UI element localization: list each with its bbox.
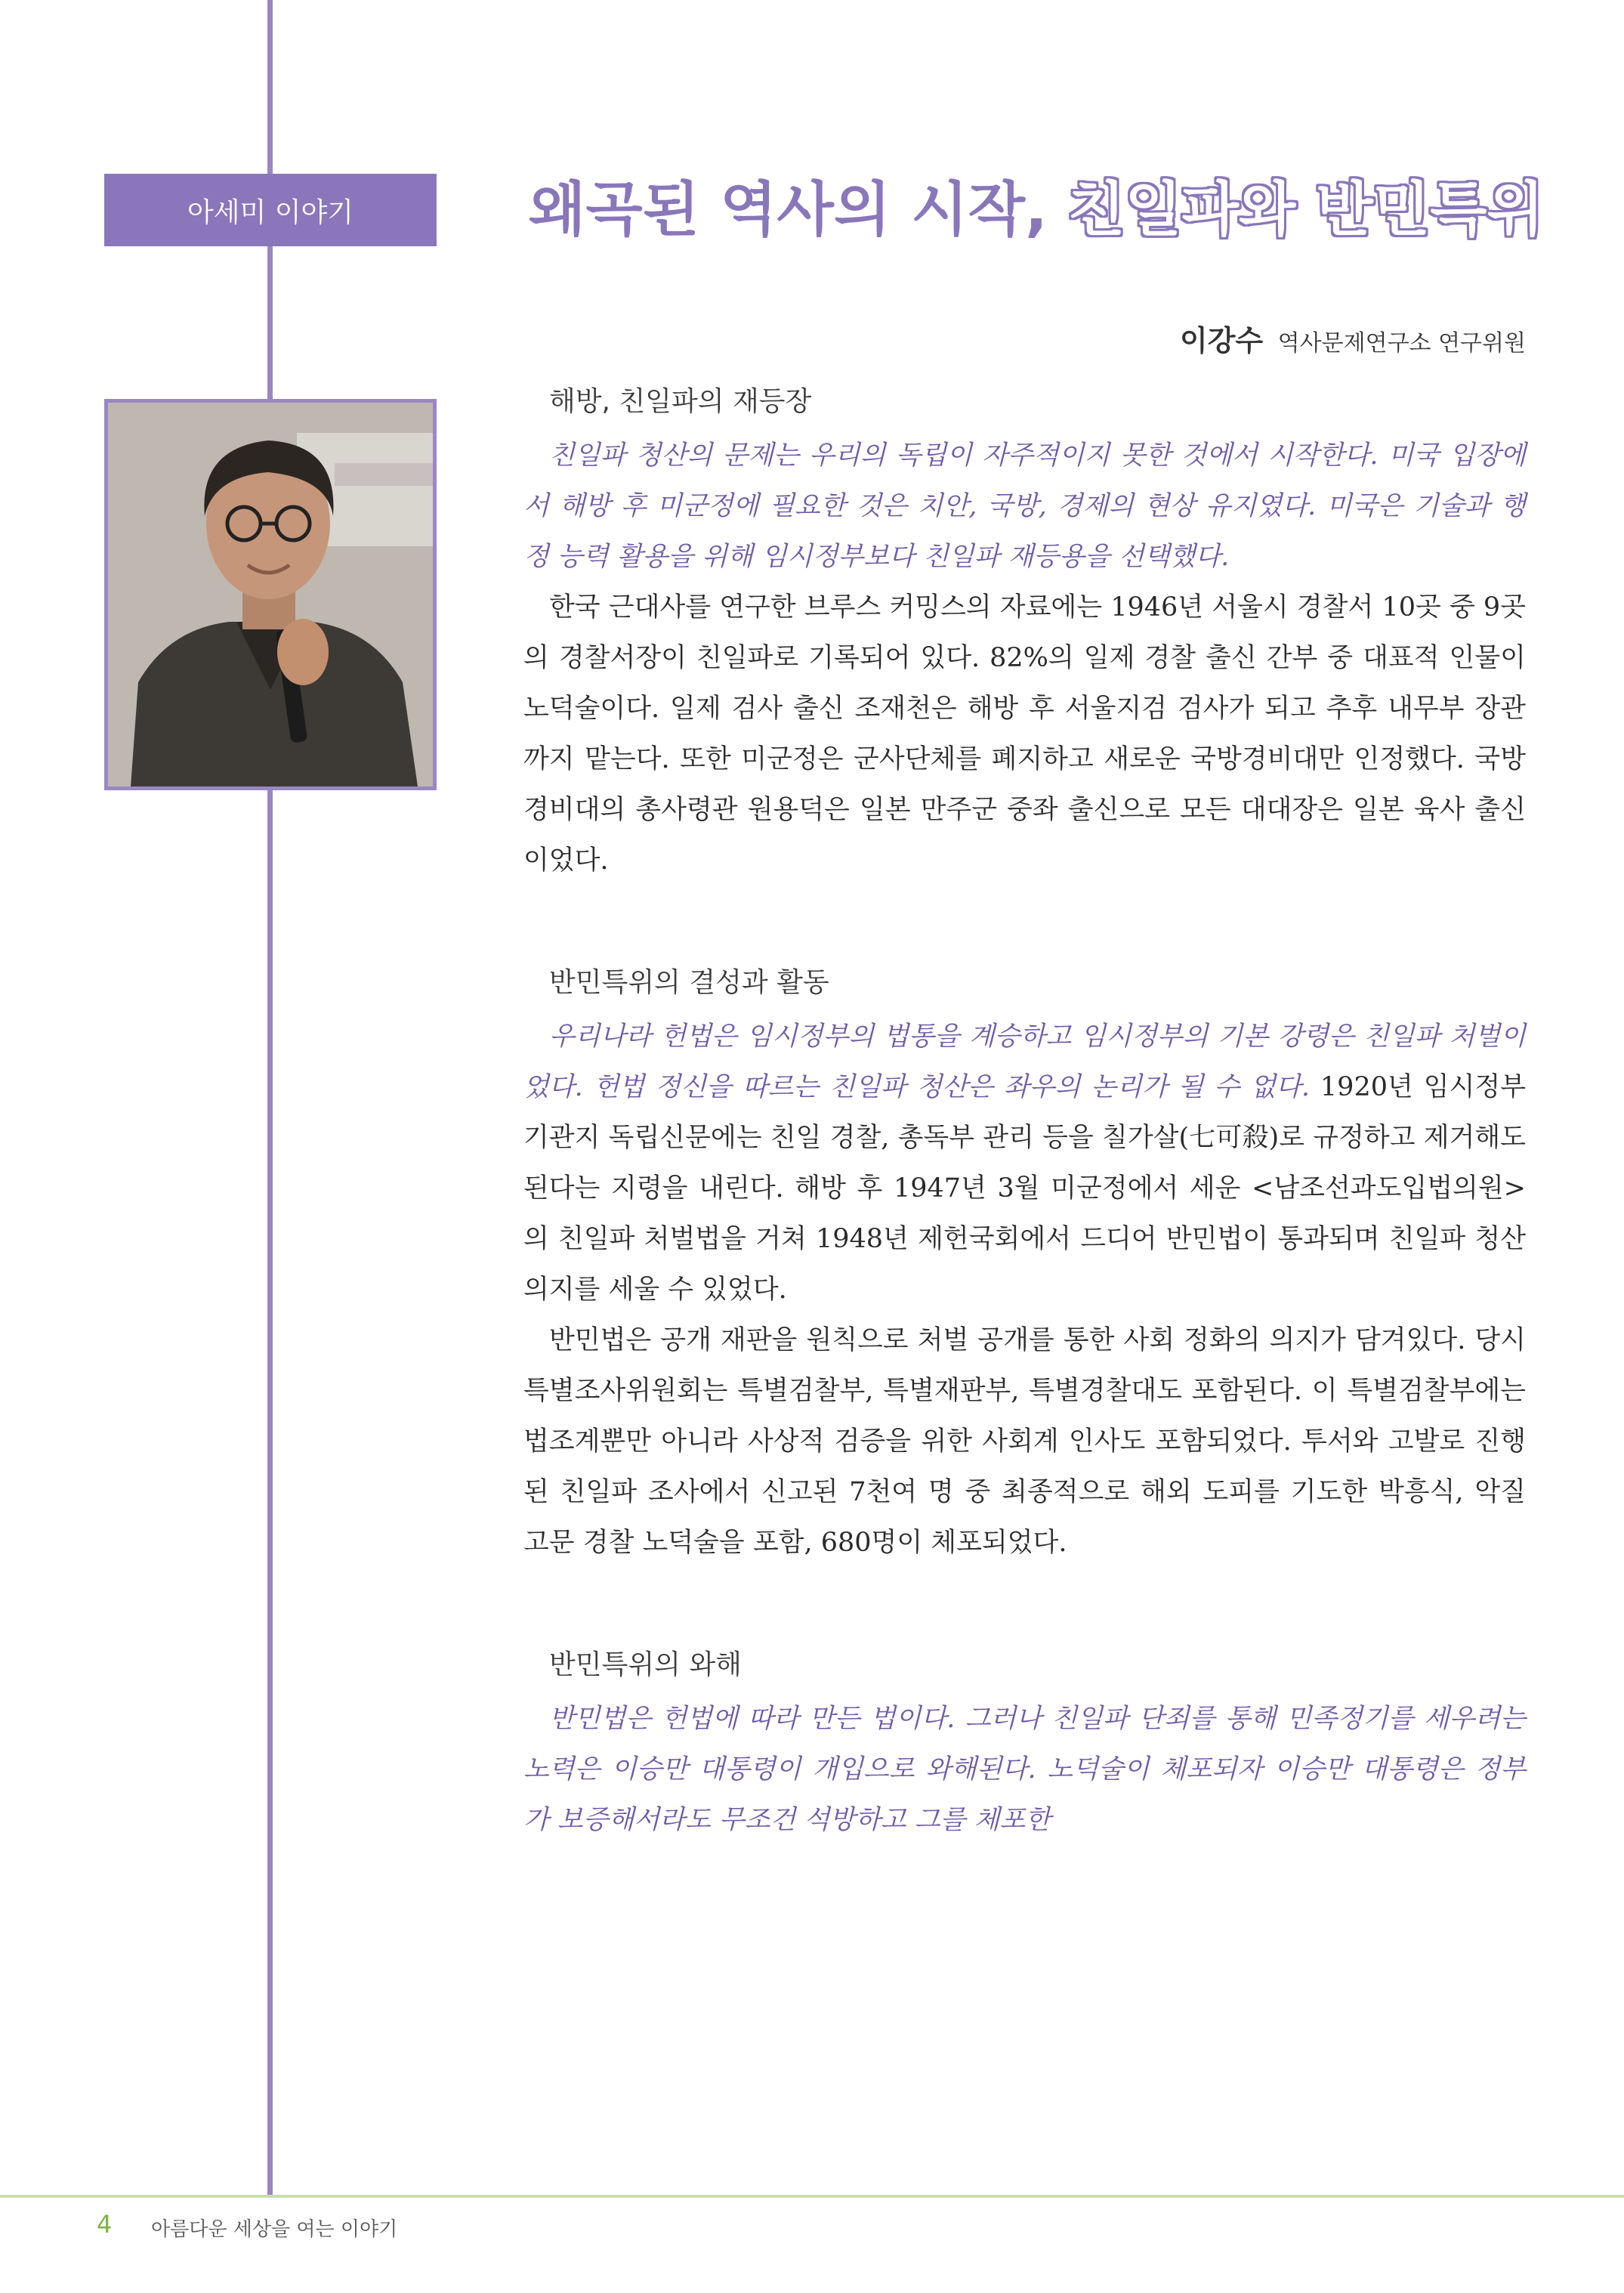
section-heading: 해방, 친일파의 재등장 — [549, 386, 812, 417]
section-lead-continuation: 1920년 임시정부 기관지 독립신문에는 친일 경찰, 총독부 관리 등을 칠가살(七可殺)로 규정하고 제거해도 된다는 지령을 내린다. 해방 후 1947년 3월 미군정에서 세운 <남조선과도입법의원>의 친일파 처벌법을 거쳐 1948년 제헌국회에서 드디어 반민법이 통과되며 친일파 청산 의지를 세울 수 있었다. — [523, 1072, 1527, 1305]
footer-divider — [0, 2195, 1624, 2198]
section-heading: 반민특위의 와해 — [549, 1649, 742, 1680]
category-tag: 아세미 이야기 — [104, 174, 437, 246]
page-number: 4 — [97, 2210, 113, 2239]
byline — [1180, 317, 1526, 359]
author-affiliation: 역사문제연구소 연구위원 — [1277, 330, 1526, 357]
title-main: 왜곡된 역사의 시작, — [529, 176, 1068, 244]
section-heading: 반민특위의 결성과 활동 — [549, 967, 829, 998]
author-photo-illustration — [108, 403, 433, 786]
vertical-divider — [267, 0, 273, 2195]
article-body — [523, 378, 1526, 1846]
article-title — [529, 157, 1586, 263]
author-name: 이강수 — [1180, 324, 1264, 357]
section-lead-paragraph — [523, 1012, 1526, 1315]
section-paragraph: 반민법은 공개 재판을 원칙으로 처벌 공개를 통한 사회 정화의 의지가 담겨있다. 당시 특별조사위원회는 특별검찰부, 특별재판부, 특별경찰대도 포함된다. 이 특별검찰부에는 법조계뿐만 아니라 사상적 검증을 위한 사회계 인사도 포함되었다. 투서와 고발로 진행된 친일파 조사에서 신고된 7천여 명 중 최종적으로 해외 도피를 기도한 박흥식, 악질 고문 경찰 노덕술을 포함, 680명이 체포되었다. — [523, 1325, 1526, 1558]
section-lead: 친일파 청산의 문제는 우리의 독립이 자주적이지 못한 것에서 시작한다. 미국 입장에서 해방 후 미군정에 필요한 것은 치안, 국방, 경제의 현상 유지였다. 미국은 기술과 행정 능력 활용을 위해 임시정부보다 친일파 재등용을 선택했다. — [523, 440, 1526, 572]
section-paragraph: 한국 근대사를 연구한 브루스 커밍스의 자료에는 1946년 서울시 경찰서 10곳 중 9곳의 경찰서장이 친일파로 기록되어 있다. 82%의 일제 경찰 출신 간부 중 대표적 인물이 노덕술이다. 일제 검사 출신 조재천은 해방 후 서울지검 검사가 되고 추후 내무부 장관까지 맡는다. 또한 미군정은 군사단체를 폐지하고 새로운 국방경비대만 인정했다. 국방경비대의 총사령관 원용덕은 일본 만주군 중좌 출신으로 모든 대대장은 일본 육사 출신이었다. — [523, 592, 1526, 876]
section-lead: 반민법은 헌법에 따라 만든 법이다. 그러나 친일파 단죄를 통해 민족정기를 세우려는 노력은 이승만 대통령이 개입으로 와해된다. 노덕술이 체포되자 이승만 대통령은 정부가 보증해서라도 무조건 석방하고 그를 체포한 — [523, 1704, 1526, 1835]
author-photo — [104, 399, 437, 790]
section-lead: 우리나라 헌법은 임시정부의 법통을 계승하고 임시정부의 기본 강령은 친일파 처벌이었다. 헌법 정신을 따르는 친일파 청산은 좌우의 논리가 될 수 없다. — [523, 1021, 1526, 1102]
publication-name: 아름다운 세상을 여는 이야기 — [151, 2218, 398, 2241]
title-highlight: 친일파와 반민특위 — [1067, 176, 1544, 244]
